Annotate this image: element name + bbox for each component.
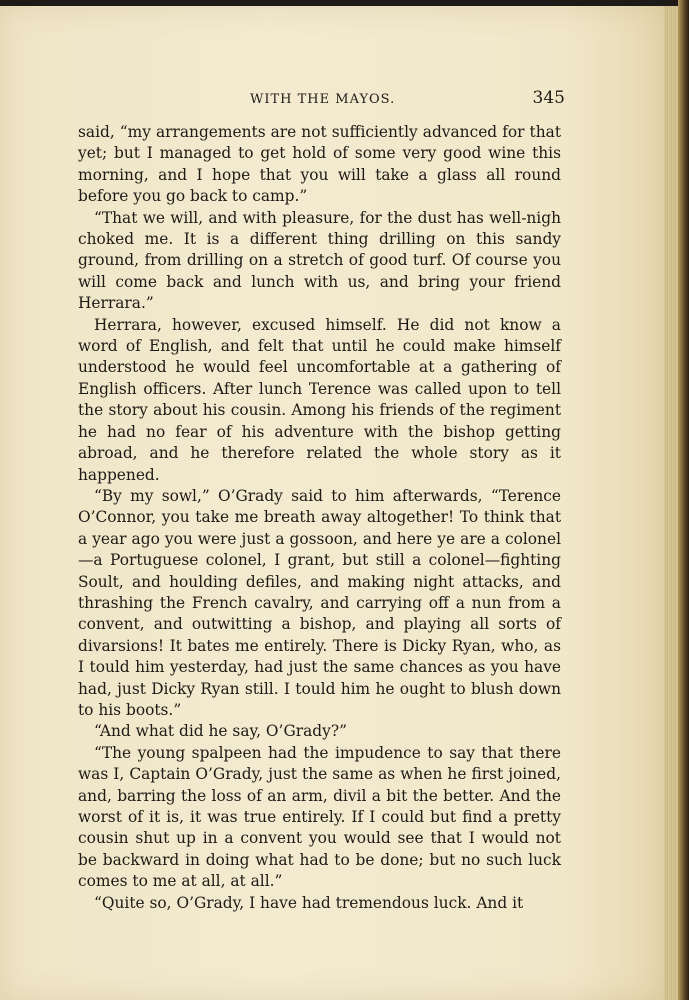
body-text xyxy=(78,122,561,914)
paragraph: “That we will, and with pleasure, for the dust has well-nigh choked me. It is a different thing drilling on this sandy ground, from drilling on a stretch of good turf. Of course you will come back and lunch with us, and bring your friend Herrara.” xyxy=(78,208,561,313)
book-spine-edge xyxy=(678,0,689,1000)
paragraph: “By my sowl,” O’Grady said to him afterwards, “Terence O’Connor, you take me breath away altogether! To think that a year ago you were just a gossoon, and here ye are a colonel—a Portuguese colonel, I grant, but still a colonel—fighting Soult, and houlding defiles, and making night attacks, and thrashing the French cavalry, and carrying off a nun from a convent, and outwitting a bishop, and playing all sorts of divarsions! It bates me entirely. There is Dicky Ryan, who, as I tould him yesterday, had just the same chances as you have had, just Dicky Ryan still. I tould him he ought to blush down to his boots.” xyxy=(78,486,561,719)
paragraph: “Quite so, O’Grady, I have had tremendous luck. And it xyxy=(94,893,524,912)
paragraph: Herrara, however, excused himself. He did not know a word of English, and felt that until he could make himself understood he would feel uncomfortable at a gathering of English officers. After lunch Terence was called upon to tell the story about his cousin. Among his friends of the regiment he had no fear of his adventure with the bishop getting abroad, and he therefore related the whole story as it happened. xyxy=(78,315,561,484)
page-header xyxy=(80,88,565,110)
paragraph: “The young spalpeen had the impudence to say that there was I, Captain O’Grady, just the same as when he first joined, and, barring the loss of an arm, divil a bit the better. And the worst of it is, it was true entirely. If I could but find a pretty cousin shut up in a convent you would see that I would not be backward in doing what had to be done; but no such luck comes to me at all, at all.” xyxy=(78,743,561,891)
paragraph: said, “my arrangements are not sufficiently advanced for that yet; but I managed to get hold of some very good wine this morning, and I hope that you will take a glass all round before you go back to camp.” xyxy=(78,123,561,206)
paragraph: “And what did he say, O’Grady?” xyxy=(94,722,347,741)
running-title: WITH THE MAYOS. xyxy=(250,92,396,107)
page-number: 345 xyxy=(532,88,565,108)
